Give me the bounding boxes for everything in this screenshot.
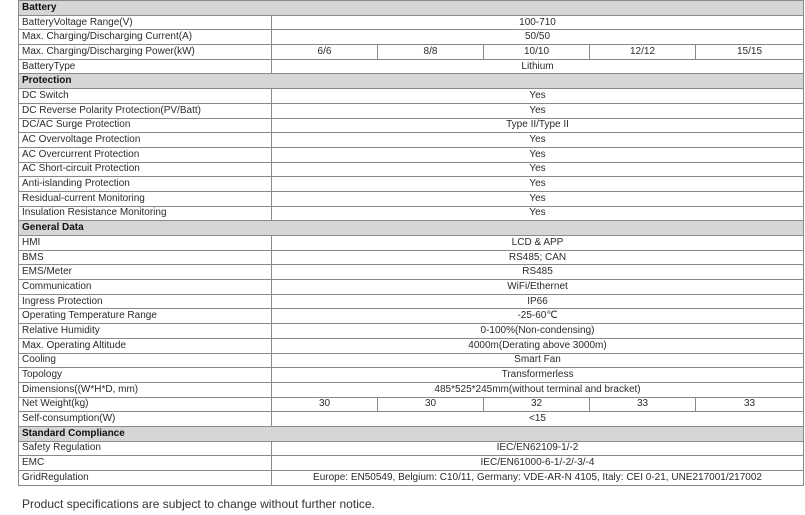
table-row xyxy=(19,382,804,397)
section-title: Standard Compliance xyxy=(19,426,804,441)
row-label: EMS/Meter xyxy=(19,265,272,280)
row-value: Yes xyxy=(272,206,804,221)
model-value: 30 xyxy=(378,397,484,412)
row-value: Yes xyxy=(272,177,804,192)
row-value: LCD & APP xyxy=(272,236,804,251)
row-value: WiFi/Ethernet xyxy=(272,280,804,295)
table-row xyxy=(19,353,804,368)
row-value: 100-710 xyxy=(272,15,804,30)
model-value: 8/8 xyxy=(378,45,484,60)
section-header-battery xyxy=(19,1,804,16)
row-label: Relative Humidity xyxy=(19,324,272,339)
row-label: AC Overvoltage Protection xyxy=(19,133,272,148)
row-value: Yes xyxy=(272,147,804,162)
row-value: Europe: EN50549, Belgium: C10/11, Germany: VDE-AR-N 4105, Italy: CEI 0-21, UNE217001/217002 xyxy=(272,471,804,486)
row-label: EMC xyxy=(19,456,272,471)
row-value: Yes xyxy=(272,89,804,104)
row-label: Max. Operating Altitude xyxy=(19,338,272,353)
table-row xyxy=(19,206,804,221)
model-value: 12/12 xyxy=(590,45,696,60)
row-value: 4000m(Derating above 3000m) xyxy=(272,338,804,353)
row-label: Topology xyxy=(19,368,272,383)
model-value: 6/6 xyxy=(272,45,378,60)
model-value: 30 xyxy=(272,397,378,412)
row-value: RS485 xyxy=(272,265,804,280)
row-value: Yes xyxy=(272,191,804,206)
row-value: 50/50 xyxy=(272,30,804,45)
table-row xyxy=(19,456,804,471)
section-title: Battery xyxy=(19,1,804,16)
row-label: Dimensions((W*H*D, mm) xyxy=(19,382,272,397)
model-value: 15/15 xyxy=(696,45,804,60)
table-row xyxy=(19,294,804,309)
table-row xyxy=(19,338,804,353)
table-row xyxy=(19,89,804,104)
table-row xyxy=(19,309,804,324)
row-label: Anti-islanding Protection xyxy=(19,177,272,192)
row-value: Yes xyxy=(272,133,804,148)
row-label: Safety Regulation xyxy=(19,441,272,456)
table-row xyxy=(19,236,804,251)
row-value: Type II/Type II xyxy=(272,118,804,133)
table-row xyxy=(19,59,804,74)
table-row xyxy=(19,250,804,265)
row-label: Operating Temperature Range xyxy=(19,309,272,324)
table-row xyxy=(19,45,804,60)
spec-table xyxy=(18,0,804,486)
row-value: 485*525*245mm(without terminal and bracket) xyxy=(272,382,804,397)
table-row xyxy=(19,412,804,427)
row-label: Ingress Protection xyxy=(19,294,272,309)
row-value: Lithium xyxy=(272,59,804,74)
table-row xyxy=(19,471,804,486)
table-row xyxy=(19,162,804,177)
row-label: Self-consumption(W) xyxy=(19,412,272,427)
row-value: Yes xyxy=(272,162,804,177)
section-title: Protection xyxy=(19,74,804,89)
row-value: IP66 xyxy=(272,294,804,309)
row-label: GridRegulation xyxy=(19,471,272,486)
model-value: 10/10 xyxy=(484,45,590,60)
table-row xyxy=(19,265,804,280)
row-label: Max. Charging/Discharging Current(A) xyxy=(19,30,272,45)
row-label: DC Reverse Polarity Protection(PV/Batt) xyxy=(19,103,272,118)
table-row xyxy=(19,118,804,133)
row-label: BMS xyxy=(19,250,272,265)
table-row xyxy=(19,30,804,45)
row-value: IEC/EN62109-1/-2 xyxy=(272,441,804,456)
row-label: HMI xyxy=(19,236,272,251)
row-label: Net Weight(kg) xyxy=(19,397,272,412)
row-label: BatteryVoltage Range(V) xyxy=(19,15,272,30)
table-row xyxy=(19,103,804,118)
row-label: Communication xyxy=(19,280,272,295)
row-value: RS485; CAN xyxy=(272,250,804,265)
table-row xyxy=(19,280,804,295)
row-value: -25-60℃ xyxy=(272,309,804,324)
table-row xyxy=(19,15,804,30)
table-row xyxy=(19,397,804,412)
table-row xyxy=(19,147,804,162)
row-label: DC Switch xyxy=(19,89,272,104)
row-value: <15 xyxy=(272,412,804,427)
section-header-protection xyxy=(19,74,804,89)
row-label: AC Overcurrent Protection xyxy=(19,147,272,162)
row-label: Cooling xyxy=(19,353,272,368)
table-row xyxy=(19,324,804,339)
section-header-general xyxy=(19,221,804,236)
row-label: AC Short-circuit Protection xyxy=(19,162,272,177)
table-row xyxy=(19,368,804,383)
table-row xyxy=(19,177,804,192)
row-label: Insulation Resistance Monitoring xyxy=(19,206,272,221)
row-label: Max. Charging/Discharging Power(kW) xyxy=(19,45,272,60)
table-row xyxy=(19,191,804,206)
table-row xyxy=(19,133,804,148)
footnote: Product specifications are subject to change without further notice. xyxy=(22,497,375,511)
row-value: IEC/EN61000-6-1/-2/-3/-4 xyxy=(272,456,804,471)
model-value: 33 xyxy=(590,397,696,412)
row-label: BatteryType xyxy=(19,59,272,74)
section-header-compliance xyxy=(19,426,804,441)
table-row xyxy=(19,441,804,456)
row-value: Yes xyxy=(272,103,804,118)
row-label: Residual-current Monitoring xyxy=(19,191,272,206)
row-value: Smart Fan xyxy=(272,353,804,368)
row-label: DC/AC Surge Protection xyxy=(19,118,272,133)
row-value: Transformerless xyxy=(272,368,804,383)
model-value: 33 xyxy=(696,397,804,412)
row-value: 0-100%(Non-condensing) xyxy=(272,324,804,339)
model-value: 32 xyxy=(484,397,590,412)
section-title: General Data xyxy=(19,221,804,236)
